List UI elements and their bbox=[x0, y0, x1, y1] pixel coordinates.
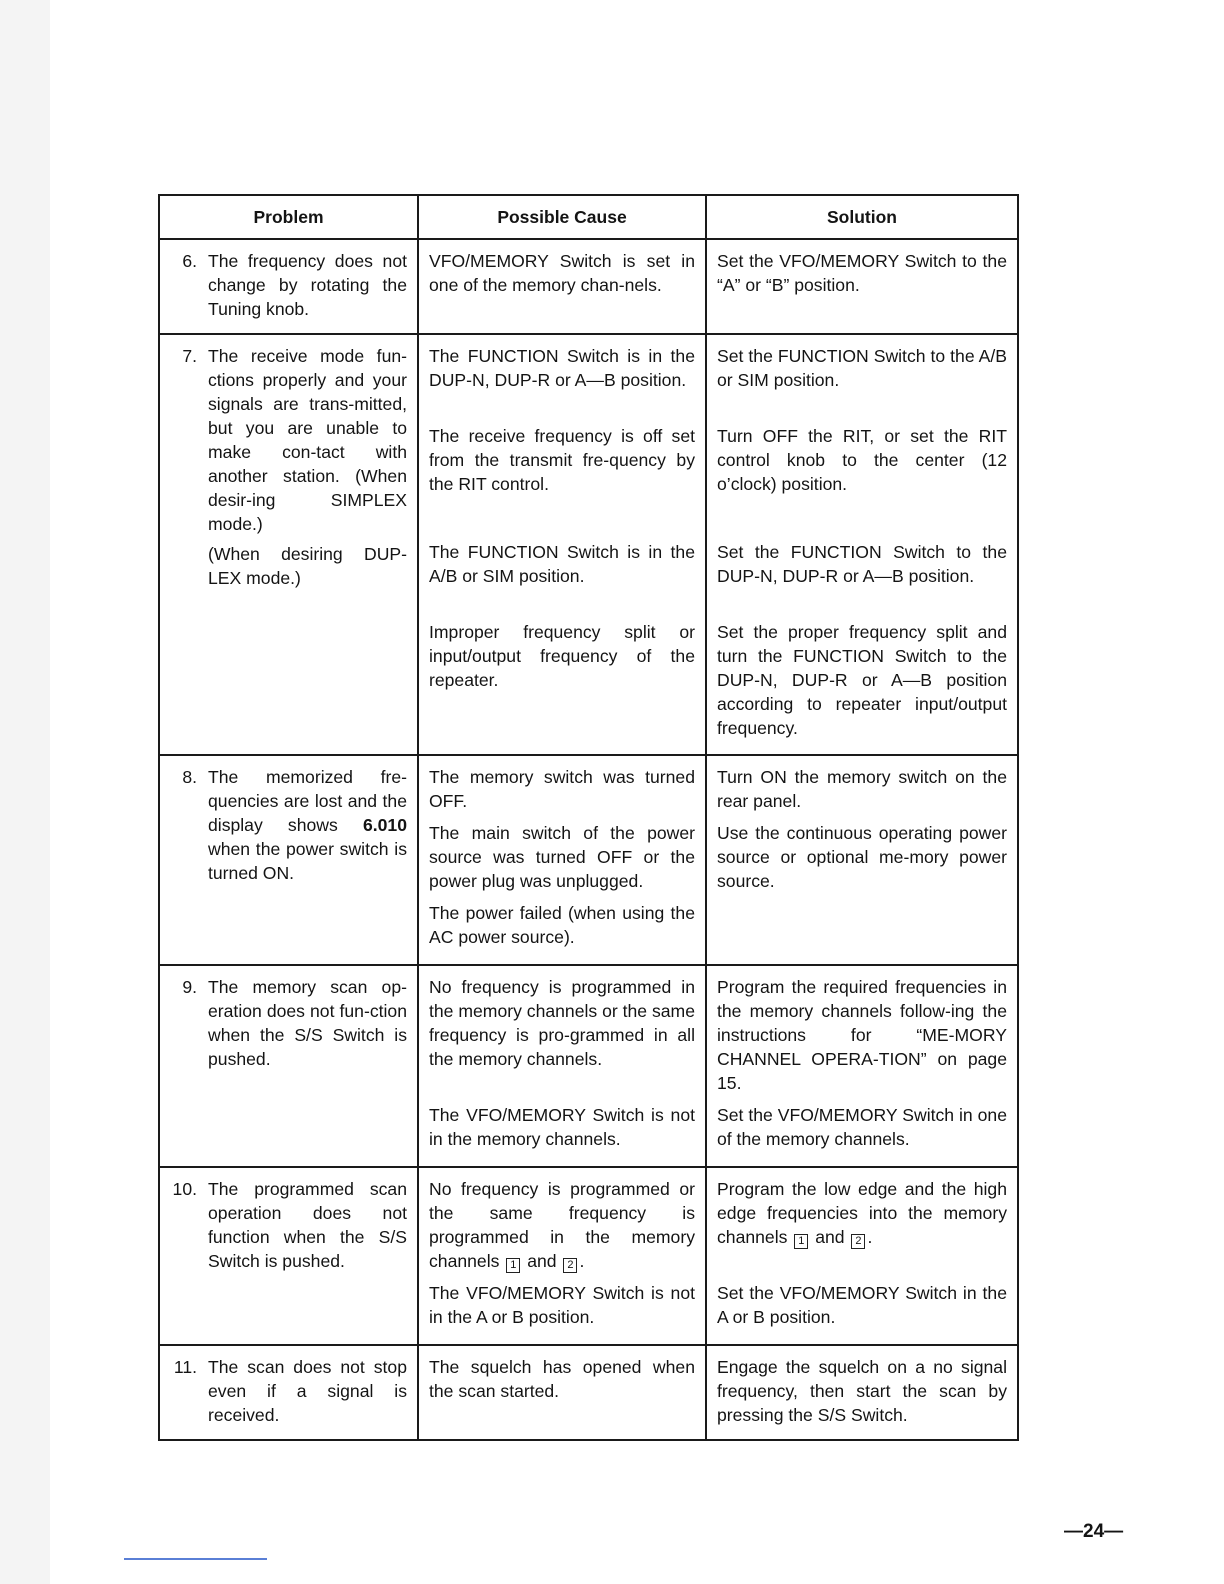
cause-text: VFO/MEMORY Switch is set in one of the memory chan-nels. bbox=[429, 251, 695, 295]
problem-cell bbox=[160, 1168, 419, 1344]
cause-text: The FUNCTION Switch is in the DUP-N, DUP-R or A—B position. bbox=[429, 346, 695, 390]
cause-text: The receive frequency is off set from the transmit fre-quency by the RIT control. bbox=[429, 426, 695, 494]
solution-text: Engage the squelch on a no signal frequency, then start the scan by pressing the S/S Switch. bbox=[717, 1357, 1007, 1425]
cause-text: The VFO/MEMORY Switch is not in the A or B position. bbox=[429, 1283, 695, 1327]
memory-channel-2-icon: 2 bbox=[851, 1234, 865, 1249]
problem-number: 8. bbox=[182, 767, 197, 787]
cause-and-word: and bbox=[527, 1251, 557, 1271]
solution-cell bbox=[707, 756, 1017, 964]
cause-cell bbox=[419, 1168, 707, 1344]
solution-text: Program the required frequencies in the memory channels follow-ing the instructions for “ME-MORY CHANNEL OPERA-TION” on page 15. bbox=[717, 977, 1007, 1093]
cause-text: The memory switch was turned OFF. bbox=[429, 767, 695, 811]
problem-number: 10. bbox=[172, 1179, 197, 1199]
table-row bbox=[160, 238, 1017, 333]
display-value: 6.010 bbox=[362, 815, 407, 835]
solution-text: Set the proper frequency split and turn the FUNCTION Switch to the DUP-N, DUP-R or A—B position according to repeater input/output frequency. bbox=[717, 622, 1007, 738]
solution-text: Program the low edge and the high edge frequencies into the memory channels 1 and 2 . bbox=[717, 1179, 1007, 1247]
problem-number: 7. bbox=[182, 346, 197, 366]
solution-and-word: and bbox=[815, 1227, 845, 1247]
cause-text: The power failed (when using the AC power source). bbox=[429, 903, 695, 947]
solution-text: Set the VFO/MEMORY Switch in one of the memory channels. bbox=[717, 1105, 1007, 1149]
cause-text: The squelch has opened when the scan started. bbox=[429, 1357, 695, 1401]
problem-text-c: when the power switch is turned ON. bbox=[208, 839, 407, 883]
cause-cell bbox=[419, 1346, 707, 1439]
table-row bbox=[160, 1344, 1017, 1439]
solution-text: Set the FUNCTION Switch to the A/B or SIM position. bbox=[717, 346, 1007, 390]
solution-text: Set the VFO/MEMORY Switch to the “A” or “B” position. bbox=[717, 251, 1007, 295]
table-row bbox=[160, 964, 1017, 1166]
footer-line bbox=[124, 1558, 267, 1560]
solution-cell bbox=[707, 335, 1017, 754]
memory-channel-1-icon: 1 bbox=[506, 1258, 520, 1273]
solution-cell bbox=[707, 966, 1017, 1166]
solution-cell bbox=[707, 1346, 1017, 1439]
cause-text: The main switch of the power source was turned OFF or the power plug was unplugged. bbox=[429, 823, 695, 891]
problem-text: The scan does not stop even if a signal is received. bbox=[208, 1357, 407, 1425]
table-row bbox=[160, 1166, 1017, 1344]
cause-text-a: No frequency is programmed or the same frequency is programmed in the memory channels bbox=[429, 1179, 695, 1271]
cause-text: Improper frequency split or input/output frequency of the repeater. bbox=[429, 622, 695, 690]
problem-cell bbox=[160, 240, 419, 333]
problem-number: 6. bbox=[182, 251, 197, 271]
solution-cell bbox=[707, 240, 1017, 333]
table-header-row bbox=[160, 196, 1017, 238]
solution-text: Set the VFO/MEMORY Switch in the A or B position. bbox=[717, 1283, 1007, 1327]
solution-cell bbox=[707, 1168, 1017, 1344]
cause-cell bbox=[419, 240, 707, 333]
problem-text: The memory scan op-eration does not fun-ction when the S/S Switch is pushed. bbox=[208, 977, 407, 1069]
troubleshooting-table bbox=[158, 194, 1019, 1441]
problem-number: 11. bbox=[173, 1357, 197, 1377]
memory-channel-2-icon: 2 bbox=[563, 1258, 577, 1273]
problem-text-duplex: (When desiring DUP-LEX mode.) bbox=[208, 544, 407, 588]
page-number: —24— bbox=[1064, 1521, 1124, 1542]
problem-text: The frequency does not change by rotating the Tuning knob. bbox=[208, 251, 407, 319]
problem-cell bbox=[160, 335, 419, 754]
solution-text: Turn OFF the RIT, or set the RIT control knob to the center (12 o’clock) position. bbox=[717, 426, 1007, 494]
memory-channel-1-icon: 1 bbox=[794, 1234, 808, 1249]
problem-text-a: The memorized fre-quencies are lost and the display shows bbox=[208, 767, 407, 835]
problem-cell bbox=[160, 756, 419, 964]
scan-edge bbox=[0, 0, 50, 1584]
problem-number: 9. bbox=[182, 977, 197, 997]
header-possible-cause: Possible Cause bbox=[419, 196, 707, 238]
cause-text: No frequency is programmed in the memory channels or the same frequency is pro-grammed in all the memory channels. bbox=[429, 977, 695, 1069]
cause-text: The FUNCTION Switch is in the A/B or SIM position. bbox=[429, 542, 695, 586]
cause-text: The VFO/MEMORY Switch is not in the memory channels. bbox=[429, 1105, 695, 1149]
header-problem: Problem bbox=[160, 196, 419, 238]
solution-text: Turn ON the memory switch on the rear panel. bbox=[717, 767, 1007, 811]
cause-cell bbox=[419, 335, 707, 754]
solution-text-a: Program the low edge and the high edge frequencies into the memory channels bbox=[717, 1179, 1007, 1247]
solution-text: Set the FUNCTION Switch to the DUP-N, DUP-R or A—B position. bbox=[717, 542, 1007, 586]
table-row bbox=[160, 333, 1017, 754]
problem-cell bbox=[160, 1346, 419, 1439]
header-solution: Solution bbox=[827, 207, 897, 227]
cause-cell bbox=[419, 966, 707, 1166]
problem-text: The receive mode fun-ctions properly and your signals are trans-mitted, but you are unable to make con-tact with another station. (When desir-ing SIMPLEX mode.) bbox=[208, 346, 407, 534]
problem-cell bbox=[160, 966, 419, 1166]
problem-text bbox=[208, 765, 407, 885]
problem-text: The programmed scan operation does not function when the S/S Switch is pushed. bbox=[208, 1179, 407, 1271]
table-row bbox=[160, 754, 1017, 964]
cause-cell bbox=[419, 756, 707, 964]
cause-text: No frequency is programmed or the same frequency is programmed in the memory channels 1 and 2 . bbox=[429, 1179, 695, 1271]
solution-text: Use the continuous operating power source or optional me-mory power source. bbox=[717, 823, 1007, 891]
